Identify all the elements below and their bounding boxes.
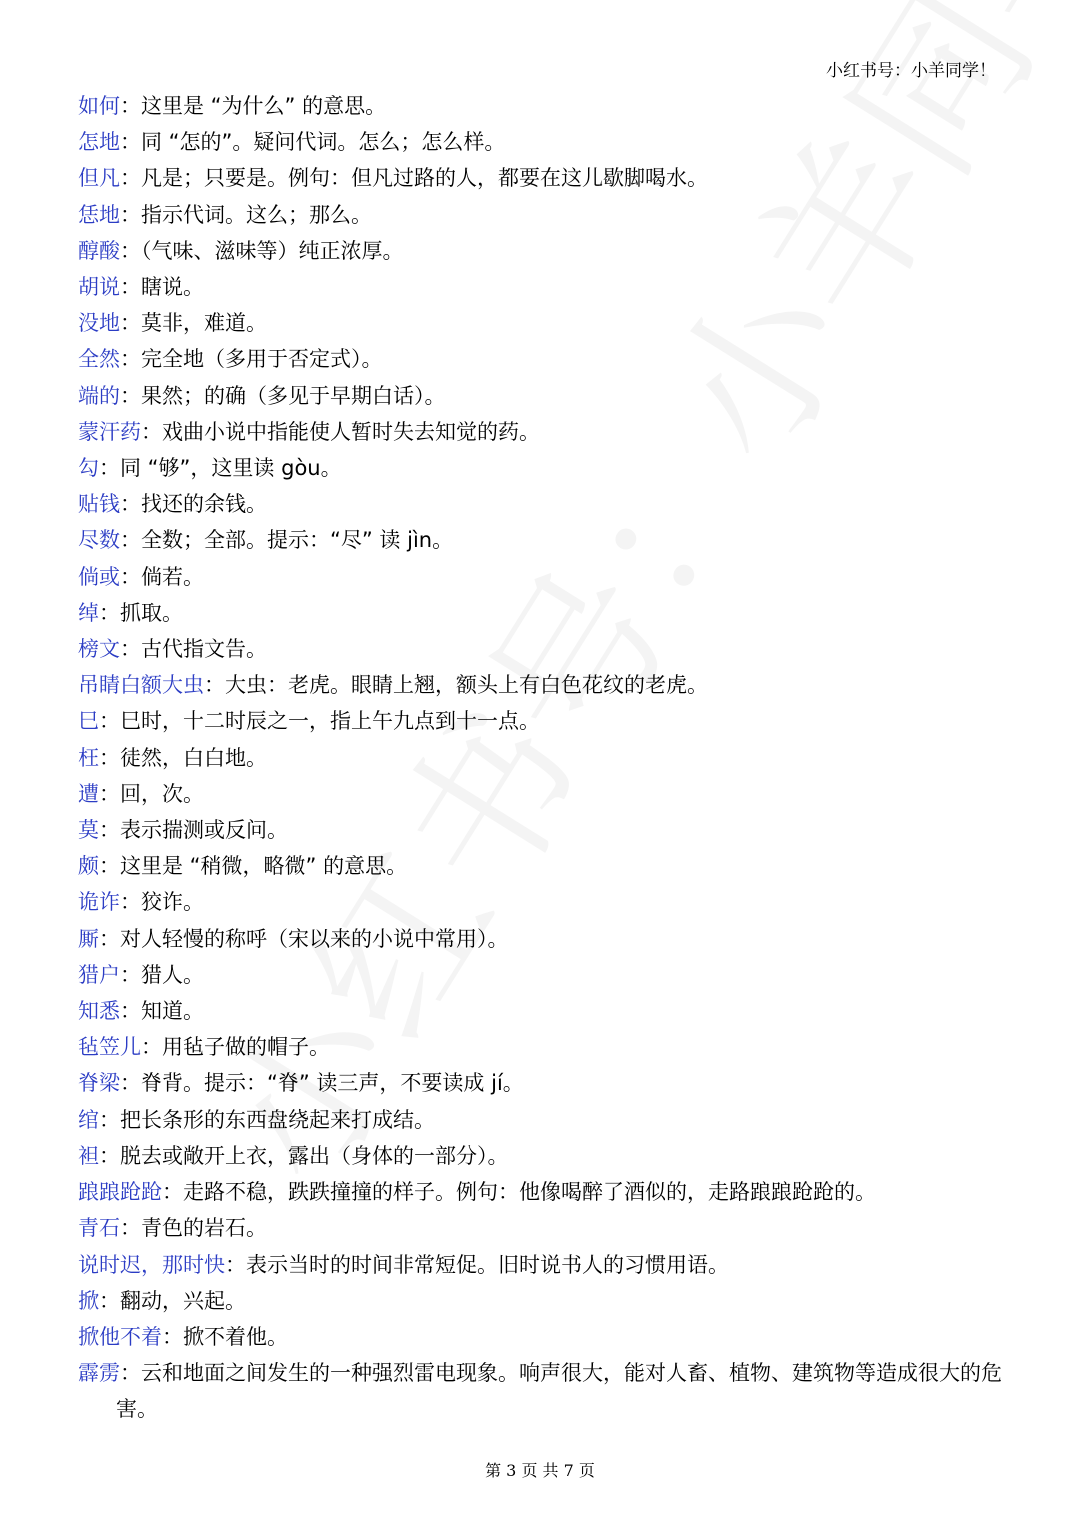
entry-term: 巳 [78,709,99,734]
entry-definition: 狡诈。 [141,890,204,915]
glossary-entry [78,848,1008,884]
glossary-entry [78,1138,1008,1174]
entry-definition: 倘若。 [141,564,204,589]
entry-term: 榜文 [78,637,120,662]
entry-term: 说时迟，那时快 [78,1252,225,1277]
entry-definition: 走路不稳，跌跌撞撞的样子。例句：他像喝醉了酒似的，走路踉踉跄跄的。 [183,1180,876,1205]
entry-definition: 表示揣测或反问。 [120,818,288,843]
entry-term: 端的 [78,383,120,408]
entry-term: 青石 [78,1216,120,1241]
entry-term: 全然 [78,347,120,372]
entry-term: 莫 [78,818,99,843]
entry-colon: ： [99,926,120,951]
entry-colon: ： [120,962,141,987]
entry-colon: ： [99,818,120,843]
entry-colon: ： [120,1071,141,1096]
entry-colon: ： [120,383,141,408]
glossary-entry [78,1102,1008,1138]
entry-definition: 回，次。 [120,781,204,806]
entry-colon: ： [99,1107,120,1132]
entry-term: 遭 [78,781,99,806]
entry-term: 掀他不着 [78,1324,162,1349]
glossary-entry [78,522,1008,558]
entry-term: 毡笠儿 [78,1035,141,1060]
entry-colon: ： [162,1180,183,1205]
entry-term: 醇酸 [78,238,120,263]
glossary-entry [78,1210,1008,1246]
entry-definition: 抓取。 [120,600,183,625]
entry-definition: 脊背。提示：“脊” 读三声，不要读成 jí。 [141,1071,524,1096]
glossary-entry [78,1355,1008,1427]
entry-colon: ： [120,94,141,118]
entry-term: 诡诈 [78,890,120,915]
entry-colon: ： [99,709,120,734]
entry-colon: ： [141,419,162,444]
entry-definition: 凡是；只要是。例句：但凡过路的人，都要在这儿歇脚喝水。 [141,166,708,191]
entry-colon: ： [120,528,141,553]
glossary-entry [78,1319,1008,1355]
entry-term: 勾 [78,456,99,481]
entry-definition: 指示代词。这么；那么。 [141,202,372,227]
entry-definition: （气味、滋味等）纯正浓厚。 [141,238,404,263]
page-footer: 第 3 页 共 7 页 [485,1461,595,1480]
entry-colon: ： [120,492,141,517]
entry-term: 脊梁 [78,1071,120,1096]
entry-term: 猎户 [78,962,120,987]
entry-definition: 青色的岩石。 [141,1216,267,1241]
entry-definition: 徒然，白白地。 [120,745,267,770]
glossary-entry [78,378,1008,414]
entry-definition: 掀不着他。 [183,1324,288,1349]
glossary-entry [78,341,1008,377]
entry-definition: 全数；全部。提示：“尽” 读 jìn。 [141,528,454,553]
entry-definition: 戏曲小说中指能使人暂时失去知觉的药。 [162,419,540,444]
entry-colon: ： [99,456,120,481]
glossary-entry [78,776,1008,812]
glossary-entry [78,160,1008,196]
entry-colon: ： [120,202,141,227]
glossary-entry [78,305,1008,341]
glossary-entry [78,595,1008,631]
entry-term: 霹雳 [78,1361,120,1386]
entry-definition: 云和地面之间发生的一种强烈雷电现象。响声很大，能对人畜、植物、建筑物等造成很大的危害。 [116,1361,1002,1422]
entry-definition: 知道。 [141,999,204,1024]
entry-definition: 对人轻慢的称呼（宋以来的小说中常用）。 [120,926,509,951]
entry-term: 踉踉跄跄 [78,1180,162,1205]
entry-term: 倘或 [78,564,120,589]
entry-colon: ： [120,890,141,915]
glossary-entry [78,993,1008,1029]
entry-colon: ： [99,600,120,625]
entry-colon: ： [99,854,120,879]
entry-colon: ： [120,311,141,336]
glossary-entry [78,414,1008,450]
entry-term: 没地 [78,311,120,336]
entry-term: 掀 [78,1288,99,1313]
entry-definition: 同 “怎的”。疑问代词。怎么；怎么样。 [141,130,506,155]
entry-term: 蒙汗药 [78,419,141,444]
entry-colon: ： [120,1361,141,1386]
entry-definition: 用毡子做的帽子。 [162,1035,330,1060]
entry-colon: ： [120,166,141,191]
entry-colon: ： [120,130,141,155]
entry-definition: 找还的余钱。 [141,492,267,517]
entry-term: 尽数 [78,528,120,553]
glossary-entry [78,740,1008,776]
entry-term: 如何 [78,94,120,118]
glossary-entry [78,812,1008,848]
entry-colon: ： [162,1324,183,1349]
entry-definition: 完全地（多用于否定式）。 [141,347,383,372]
glossary-entry [78,1247,1008,1283]
glossary-entry [78,703,1008,739]
entry-colon: ： [99,745,120,770]
entry-definition: 古代指文告。 [141,637,267,662]
entry-definition: 大虫：老虎。眼睛上翘，额头上有白色花纹的老虎。 [225,673,708,698]
entry-colon: ： [120,564,141,589]
entry-colon: ： [120,238,141,263]
entry-term: 贴钱 [78,492,120,517]
entry-term: 怎地 [78,130,120,155]
entry-term: 绰 [78,600,99,625]
entry-colon: ： [99,781,120,806]
entry-term: 厮 [78,926,99,951]
glossary-entry [78,233,1008,269]
entry-term: 知悉 [78,999,120,1024]
entry-definition: 同 “够”，这里读 gòu。 [120,456,342,481]
glossary-entry [78,197,1008,233]
entry-definition: 果然；的确（多见于早期白话）。 [141,383,446,408]
entry-colon: ： [204,673,225,698]
entry-term: 袒 [78,1143,99,1168]
entry-colon: ： [99,1288,120,1313]
entry-term: 枉 [78,745,99,770]
entry-definition: 猎人。 [141,962,204,987]
glossary-entry [78,1029,1008,1065]
glossary-entry [78,486,1008,522]
entry-definition: 表示当时的时间非常短促。旧时说书人的习惯用语。 [246,1252,729,1277]
glossary-entry [78,124,1008,160]
glossary-list [78,88,1008,1428]
entry-definition: 脱去或敞开上衣，露出（身体的一部分）。 [120,1143,509,1168]
entry-colon: ： [120,999,141,1024]
entry-term: 恁地 [78,202,120,227]
entry-definition: 这里是 “稍微，略微” 的意思。 [120,854,408,879]
glossary-entry [78,957,1008,993]
entry-definition: 这里是 “为什么” 的意思。 [141,94,387,118]
entry-term: 绾 [78,1107,99,1132]
glossary-entry [78,1174,1008,1210]
entry-colon: ： [225,1252,246,1277]
entry-term: 颇 [78,854,99,879]
entry-definition: 莫非，难道。 [141,311,267,336]
glossary-entry [78,631,1008,667]
entry-colon: ： [120,1216,141,1241]
entry-term: 但凡 [78,166,120,191]
entry-definition: 把长条形的东西盘绕起来打成结。 [120,1107,435,1132]
entry-colon: ： [141,1035,162,1060]
glossary-entry [78,450,1008,486]
page-header: 小红书号：小羊同学！ [826,61,996,81]
entry-term: 吊睛白额大虫 [78,673,204,698]
entry-colon: ： [120,347,141,372]
glossary-entry [78,88,1008,124]
glossary-entry [78,884,1008,920]
glossary-entry [78,1283,1008,1319]
entry-definition: 翻动，兴起。 [120,1288,246,1313]
entry-colon: ： [120,275,141,300]
glossary-entry [78,921,1008,957]
glossary-entry [78,269,1008,305]
entry-definition: 巳时，十二时辰之一，指上午九点到十一点。 [120,709,540,734]
entry-definition: 瞎说。 [141,275,204,300]
glossary-entry [78,667,1008,703]
glossary-entry [78,1065,1008,1101]
entry-term: 胡说 [78,275,120,300]
entry-colon: ： [120,637,141,662]
entry-colon: ： [99,1143,120,1168]
glossary-entry [78,559,1008,595]
